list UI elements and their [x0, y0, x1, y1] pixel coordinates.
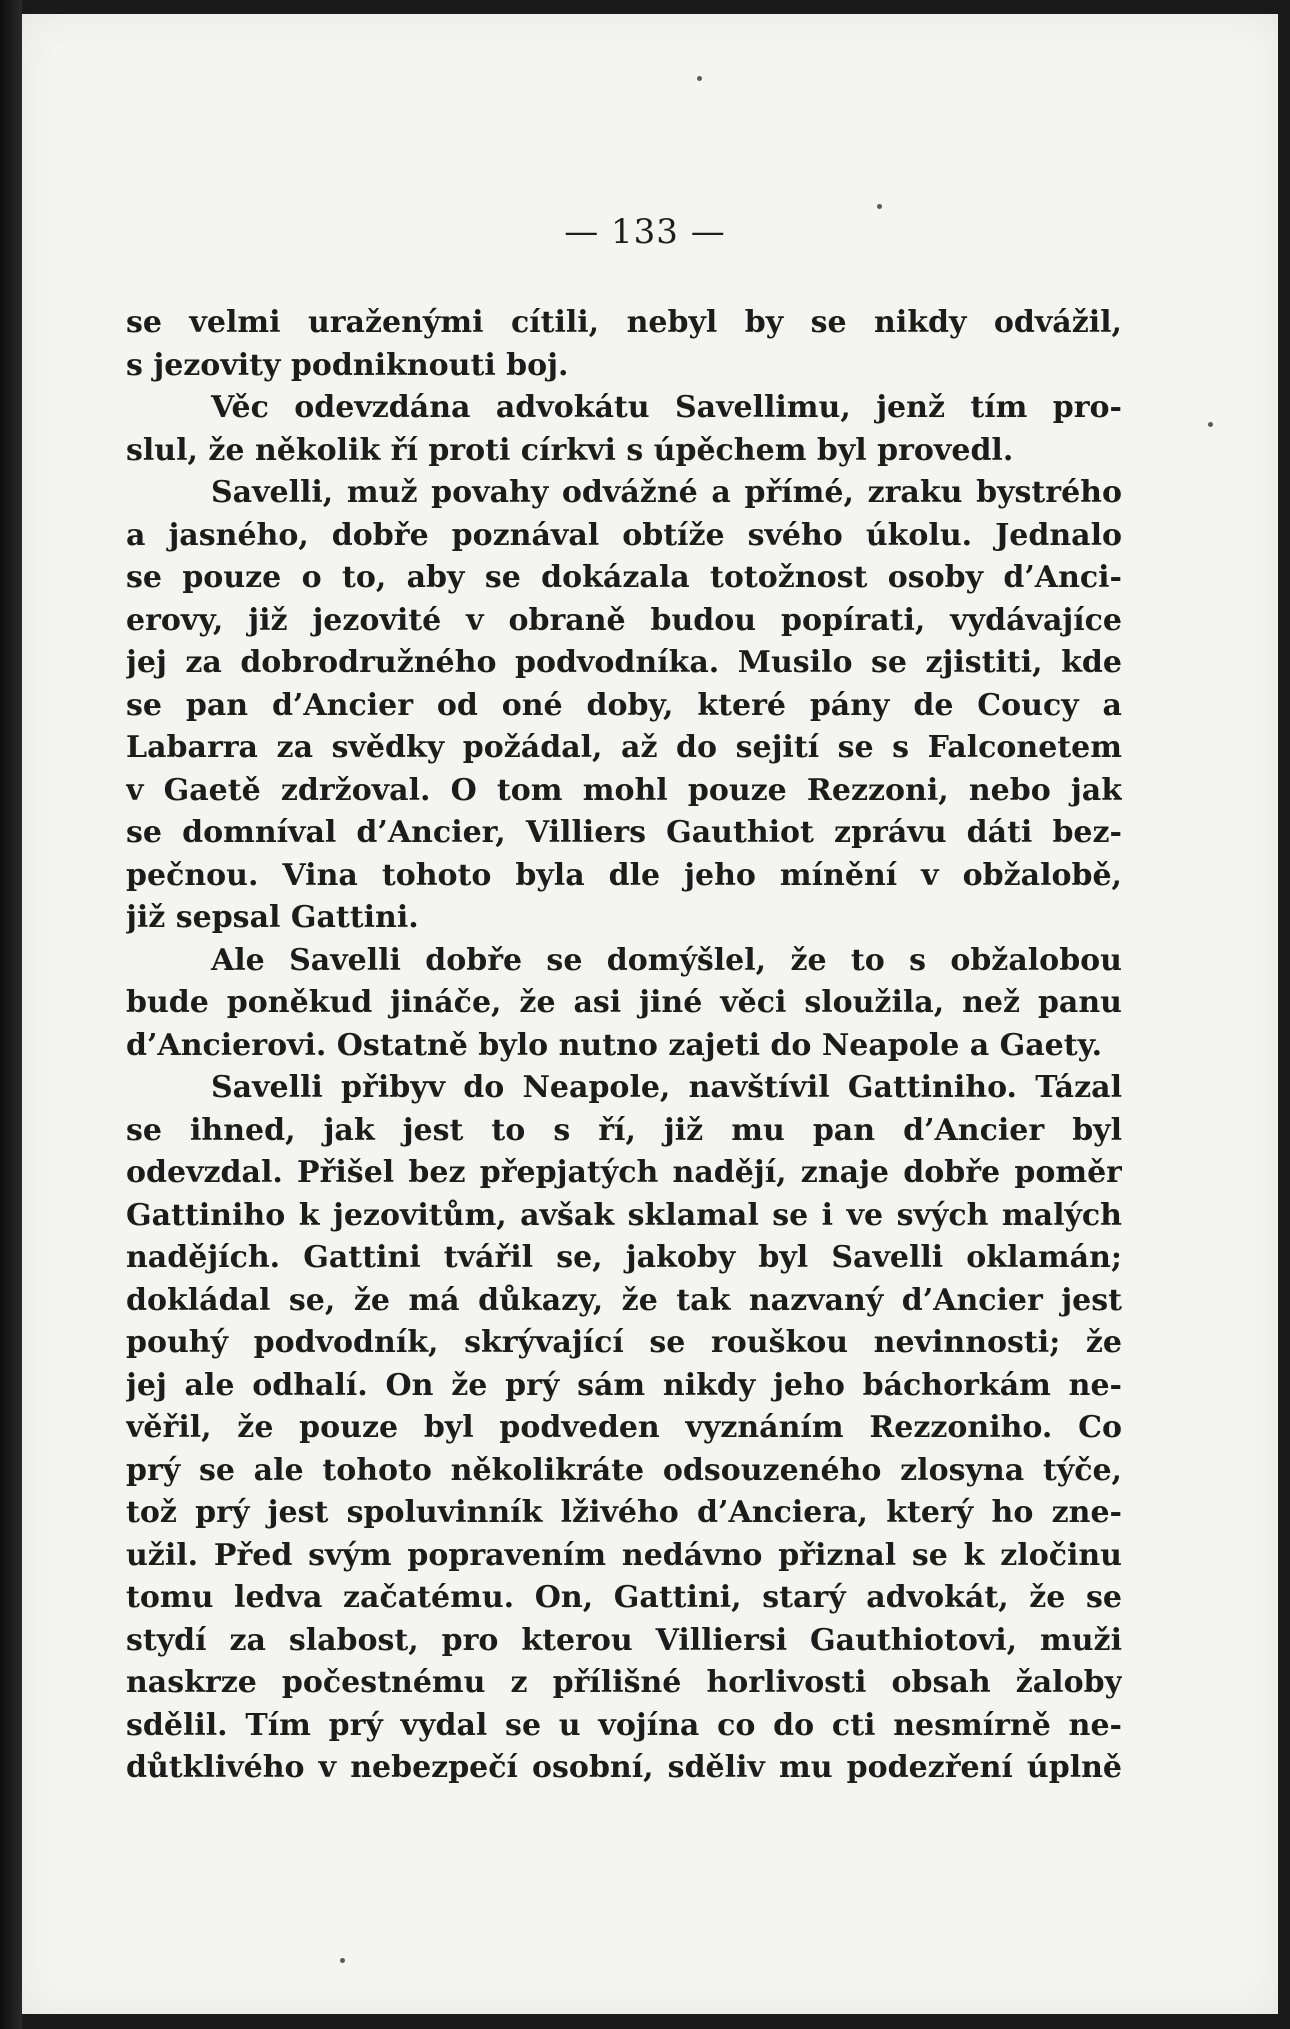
text-line: se velmi uraženými cítili, nebyl by se nikdy odvážil,: [126, 305, 1122, 340]
text-line: stydí za slabost, pro kterou Villiersi Gauthiotovi, muži: [126, 1622, 1122, 1658]
text-line: tomu ledva začatému. On, Gattini, starý advokát, že se: [126, 1580, 1122, 1615]
page-number: — 133 —: [564, 212, 726, 252]
text-line: užil. Před svým popravením nedávno přiznal se k zločinu: [126, 1537, 1122, 1573]
text-line: odevzdal. Přišel bez přepjatých nadějí, znaje dobře poměr: [126, 1155, 1122, 1190]
text-line: sdělil. Tím prý vydal se u vojína co do cti nesmírně ne-: [126, 1707, 1122, 1743]
text-line: jej za dobrodružného podvodníka. Musilo se zjistiti, kde: [126, 645, 1122, 680]
text-line: Ale Savelli dobře se domýšlel, že to s obžalobou: [211, 942, 1122, 978]
text-line: již sepsal Gattini.: [126, 900, 419, 935]
text-line: Labarra za svědky požádal, až do sejití se s Falconetem: [126, 730, 1122, 765]
body-text: [126, 302, 1122, 1790]
text-line: se pan d’Ancier od oné doby, které pány de Coucy a: [126, 687, 1122, 723]
page-edge-shadow: [0, 0, 22, 2029]
text-line: Savelli přibyv do Neapole, navštívil Gattiniho. Tázal: [211, 1070, 1122, 1105]
text-line: s jezovity podniknouti boj.: [126, 347, 569, 383]
text-line: erovy, již jezovité v obraně budou popírati, vydávajíce: [126, 602, 1122, 638]
text-line: d’Ancierovi. Ostatně bylo nutno zajeti do Neapole a Gaety.: [126, 1027, 1103, 1063]
paper-speck: [340, 1958, 345, 1963]
text-line: v Gaetě zdržoval. O tom mohl pouze Rezzoni, nebo jak: [126, 772, 1122, 808]
text-line: důtklivého v nebezpečí osobní, sděliv mu podezření úplně: [126, 1750, 1122, 1785]
text-line: tož prý jest spoluvinník lživého d’Anciera, který ho zne-: [126, 1495, 1122, 1530]
text-line: se domníval d’Ancier, Villiers Gauthiot zprávu dáti bez-: [126, 815, 1122, 850]
text-line: bude poněkud jináče, že asi jiné věci sloužila, než panu: [126, 985, 1122, 1020]
text-line: Věc odevzdána advokátu Savellimu, jenž tím pro-: [211, 390, 1122, 425]
text-line: slul, že několik ří proti církvi s úpěchem byl provedl.: [126, 432, 1014, 468]
text-line: naskrze počestnému z přílišné horlivosti obsah žaloby: [126, 1665, 1122, 1700]
text-line: nadějích. Gattini tvářil se, jakoby byl Savelli oklamán;: [126, 1240, 1122, 1275]
text-line: se ihned, jak jest to s ří, již mu pan d’Ancier byl: [126, 1112, 1122, 1148]
text-line: dokládal se, že má důkazy, že tak nazvaný d’Ancier jest: [126, 1282, 1122, 1318]
text-line: se pouze o to, aby se dokázala totožnost osoby d’Anci-: [126, 560, 1122, 595]
paper-speck: [697, 76, 702, 81]
text-line: pečnou. Vina tohoto byla dle jeho mínění v obžalobě,: [126, 857, 1122, 893]
text-line: pouhý podvodník, skrývající se rouškou nevinnosti; že: [126, 1325, 1122, 1360]
text-line: prý se ale tohoto několikráte odsouzeného zlosyna týče,: [126, 1452, 1122, 1488]
text-line: Savelli, muž povahy odvážné a přímé, zraku bystrého: [211, 475, 1122, 510]
text-line: a jasného, dobře poznával obtíže svého úkolu. Jednalo: [126, 517, 1122, 553]
paper-speck: [877, 204, 882, 209]
text-line: Gattiniho k jezovitům, avšak sklamal se i ve svých malých: [126, 1197, 1122, 1233]
text-line: jej ale odhalí. On že prý sám nikdy jeho báchorkám ne-: [126, 1367, 1122, 1403]
paper-speck: [1208, 422, 1213, 427]
text-line: věřil, že pouze byl podveden vyznáním Rezzoniho. Co: [126, 1410, 1122, 1445]
book-page: [22, 14, 1278, 2014]
